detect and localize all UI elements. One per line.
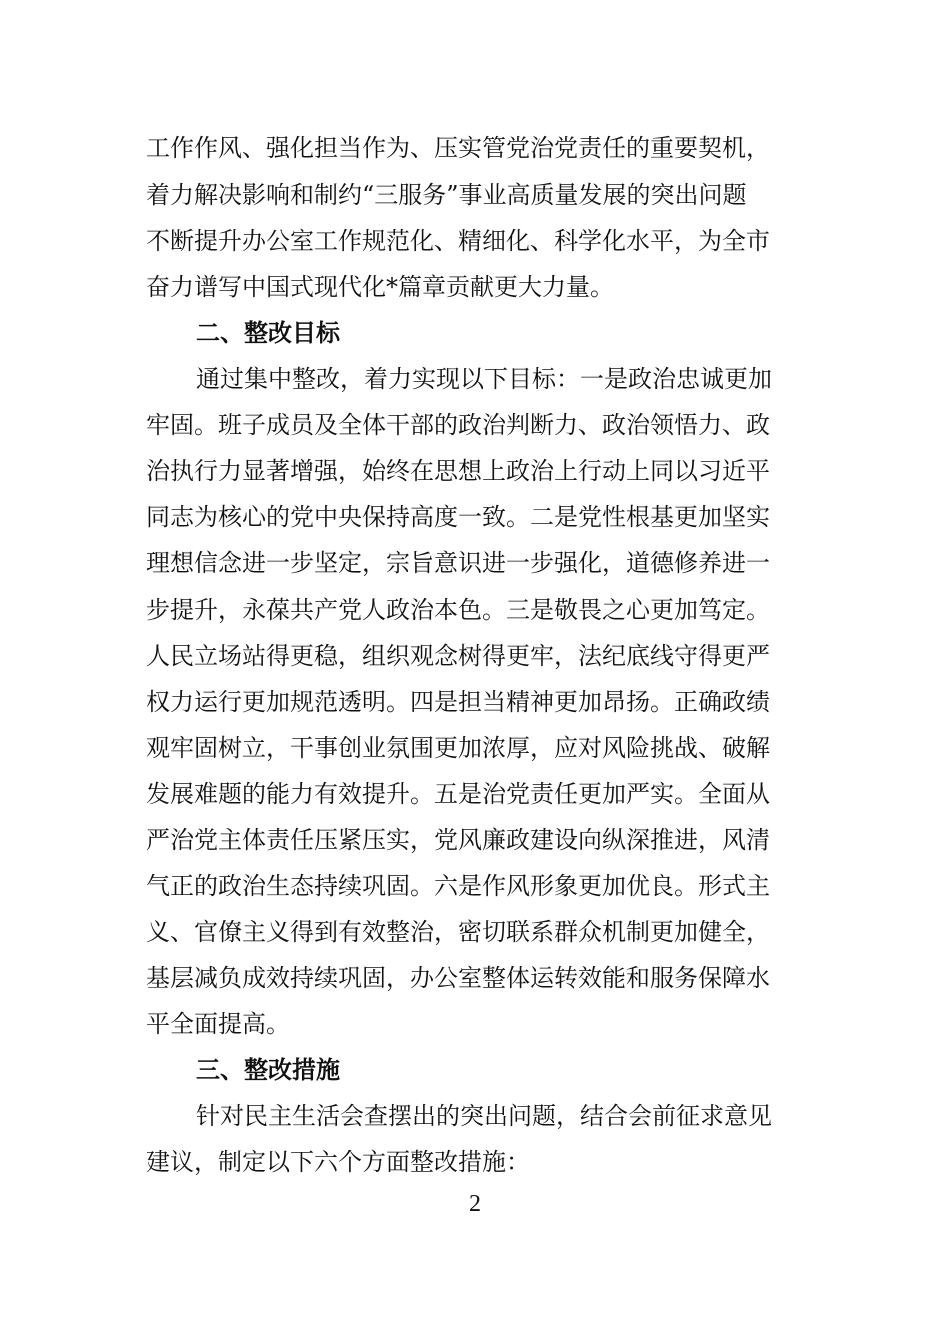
- paragraph-line: 基层减负成效持续巩固，办公室整体运转效能和服务保障水: [146, 964, 770, 992]
- paragraph-line: 牢固。班子成员及全体干部的政治判断力、政治领悟力、政: [146, 411, 770, 439]
- paragraph-line: 发展难题的能力有效提升。五是治党责任更加严实。全面从: [146, 780, 770, 808]
- paragraph-line: 着力解决影响和制约“三服务”事业高质量发展的突出问题: [146, 181, 747, 209]
- paragraph-line: 观牢固树立，干事创业氛围更加浓厚，应对风险挑战、破解: [146, 734, 770, 762]
- paragraph-line: 步提升，永葆共产党人政治本色。三是敬畏之心更加笃定。: [146, 596, 770, 624]
- paragraph-line: 义、官僚主义得到有效整治，密切联系群众机制更加健全，: [146, 918, 770, 946]
- paragraph-line: 同志为核心的党中央保持高度一致。二是党性根基更加坚实: [146, 503, 770, 531]
- paragraph-line: 针对民主生活会查摆出的突出问题，结合会前征求意见: [196, 1102, 772, 1130]
- section-heading-goals: 二、整改目标: [196, 319, 340, 347]
- paragraph-line: 治执行力显著增强，始终在思想上政治上行动上同以习近平: [146, 457, 770, 485]
- paragraph-line: 权力运行更加规范透明。四是担当精神更加昂扬。正确政绩: [146, 688, 770, 716]
- page-number: 2: [469, 1191, 481, 1217]
- paragraph-line: 不断提升办公室工作规范化、精细化、科学化水平，为全市: [146, 227, 770, 255]
- paragraph-line: 人民立场站得更稳，组织观念树得更牢，法纪底线守得更严: [146, 642, 770, 670]
- paragraph-line: 通过集中整改，着力实现以下目标：一是政治忠诚更加: [196, 365, 772, 393]
- paragraph-line: 奋力谱写中国式现代化*篇章贡献更大力量。: [146, 273, 614, 301]
- paragraph-line: 严治党主体责任压紧压实，党风廉政建设向纵深推进，风清: [146, 826, 770, 854]
- paragraph-line: 工作作风、强化担当作为、压实管党治党责任的重要契机，: [146, 134, 770, 162]
- paragraph-line: 理想信念进一步坚定，宗旨意识进一步强化，道德修养进一: [146, 549, 770, 577]
- paragraph-line: 平全面提高。: [146, 1010, 290, 1038]
- section-heading-measures: 三、整改措施: [196, 1056, 340, 1084]
- paragraph-line: 建议，制定以下六个方面整改措施：: [146, 1148, 530, 1176]
- paragraph-line: 气正的政治生态持续巩固。六是作风形象更加优良。形式主: [146, 872, 770, 900]
